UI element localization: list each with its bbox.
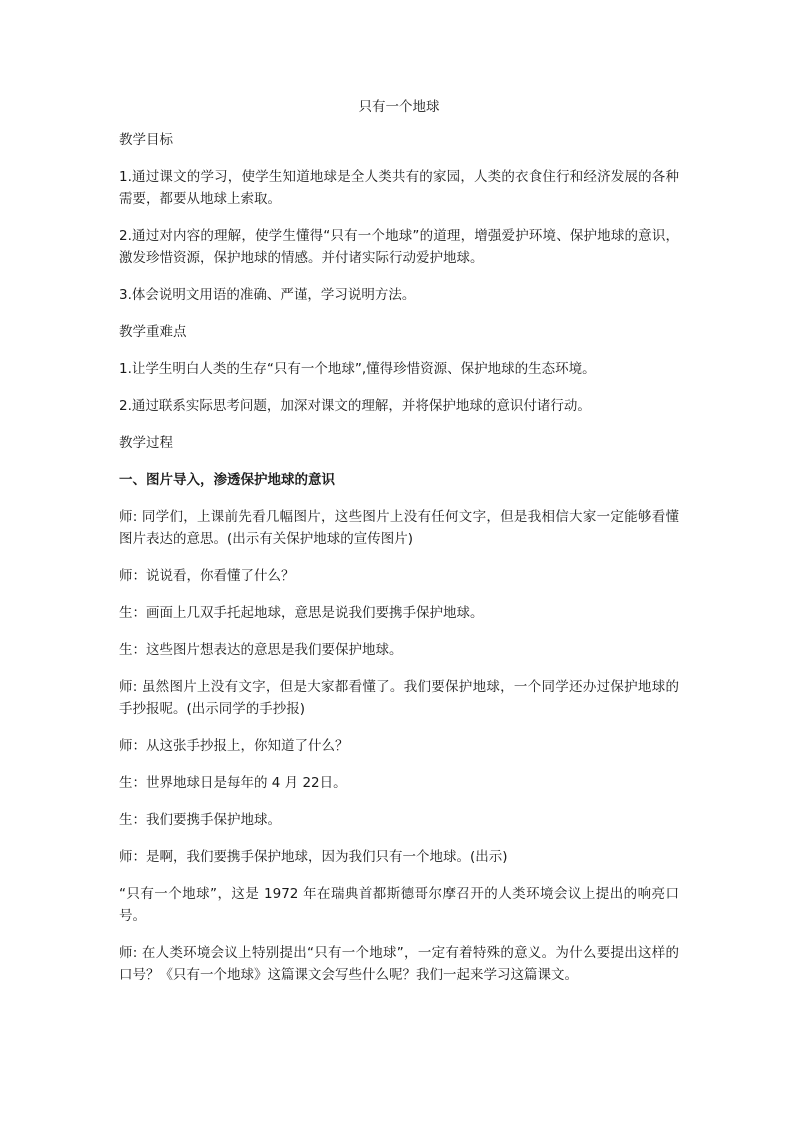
dialogue-line: 生：我们要携手保护地球。 (119, 812, 281, 828)
objective-3: 3.体会说明文用语的准确、严谨，学习说明方法。 (119, 287, 416, 303)
objective-2: 2.通过对内容的理解，使学生懂得“只有一个地球”的道理，增强爱护环境、保护地球的意识，激发珍惜资源，保护地球的情感。并付诸实际行动爱护地球。 (119, 228, 679, 266)
subsection-heading-1: 一、图片导入，渗透保护地球的意识 (119, 472, 335, 488)
section-heading-objectives: 教学目标 (119, 132, 173, 148)
key-point-2: 2.通过联系实际思考问题，加深对课文的理解，并将保护地球的意识付诸行动。 (119, 398, 591, 414)
section-heading-key-points: 教学重难点 (119, 324, 187, 340)
document-title: 只有一个地球 (358, 99, 440, 115)
dialogue-line: 师：说说看，你看懂了什么？ (119, 568, 295, 584)
document-body (119, 96, 679, 1001)
section-heading-process: 教学过程 (119, 435, 173, 451)
dialogue-line: 师: 虽然图片上没有文字，但是大家都看懂了。我们要保护地球，一个同学还办过保护地球的手抄报呢。(出示同学的手抄报) (119, 679, 679, 717)
dialogue-line: 师: 在人类环境会议上特别提出“只有一个地球”，一定有着特殊的意义。为什么要提出这样的口号？《只有一个地球》这篇课文会写些什么呢？我们一起来学习这篇课文。 (119, 945, 679, 983)
dialogue-line: 师：从这张手抄报上，你知道了什么？ (119, 738, 349, 754)
key-point-1: 1.让学生明白人类的生存“只有一个地球”,懂得珍惜资源、保护地球的生态环境。 (119, 361, 596, 377)
slogan-quote: “只有一个地球”，这是 1972 年在瑞典首都斯德哥尔摩召开的人类环境会议上提出的响亮口号。 (119, 886, 679, 924)
dialogue-line: 生：世界地球日是每年的 4 月 22日。 (119, 775, 347, 791)
dialogue-line: 生：画面上几双手托起地球，意思是说我们要携手保护地球。 (119, 605, 484, 621)
dialogue-line: 生：这些图片想表达的意思是我们要保护地球。 (119, 642, 403, 658)
objective-1: 1.通过课文的学习，使学生知道地球是全人类共有的家园，人类的衣食住行和经济发展的各种需要，都要从地球上索取。 (119, 169, 679, 207)
dialogue-line: 师: 同学们，上课前先看几幅图片，这些图片上没有任何文字，但是我相信大家一定能够看懂图片表达的意思。(出示有关保护地球的宣传图片) (119, 509, 679, 547)
dialogue-line: 师：是啊，我们要携手保护地球，因为我们只有一个地球。(出示) (119, 849, 508, 865)
